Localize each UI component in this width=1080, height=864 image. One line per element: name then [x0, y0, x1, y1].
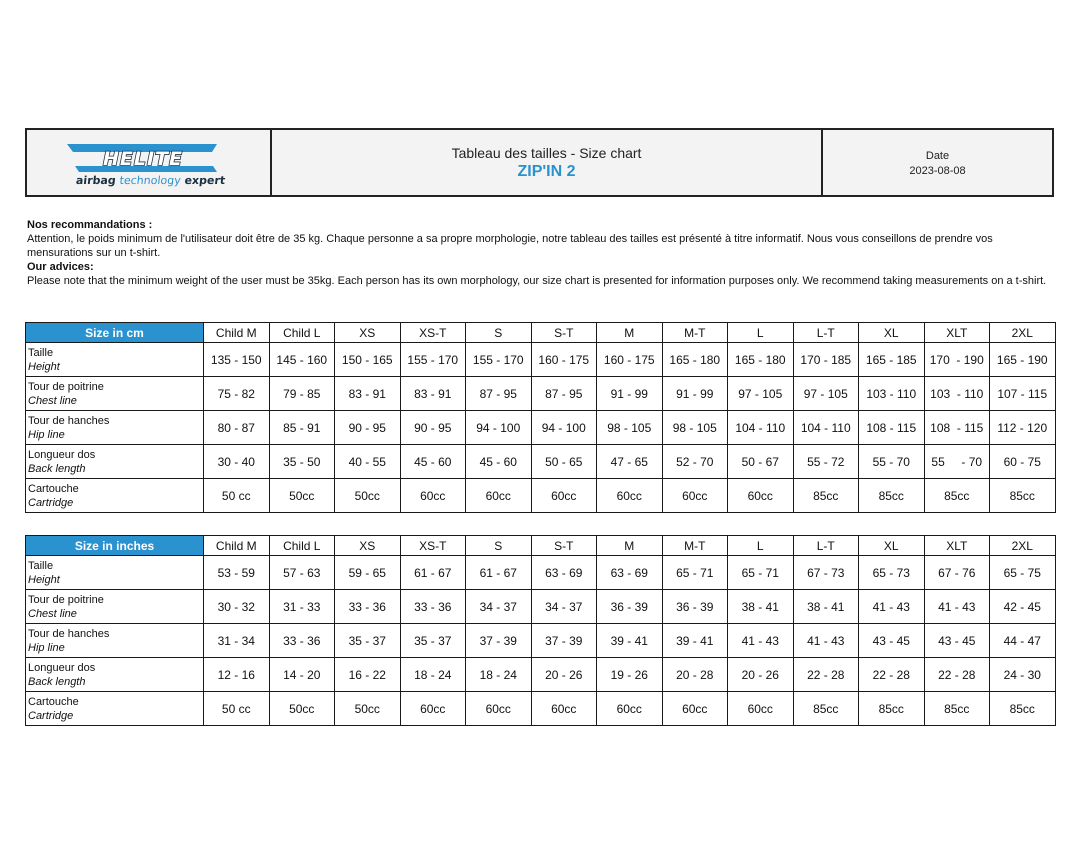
table-row	[26, 445, 1056, 479]
table-row	[26, 692, 1056, 726]
table-cell: 22 - 28	[793, 658, 859, 692]
table-row	[26, 590, 1056, 624]
table-cell: 43 - 45	[859, 624, 925, 658]
size-column-header: XS	[335, 536, 401, 556]
table-cell: 35 - 50	[269, 445, 335, 479]
table-cell: 98 - 105	[597, 411, 663, 445]
size-column-header: XL	[859, 323, 925, 343]
table-row	[26, 411, 1056, 445]
size-column-header: XS	[335, 323, 401, 343]
table-cell: 104 - 110	[793, 411, 859, 445]
table-cell: 160 - 175	[597, 343, 663, 377]
size-column-header: M-T	[662, 323, 728, 343]
table-header-row	[26, 536, 1056, 556]
table-cell: 85cc	[793, 479, 859, 513]
table-cell: 135 - 150	[204, 343, 270, 377]
table-cell: 52 - 70	[662, 445, 728, 479]
table-cell: 38 - 41	[728, 590, 794, 624]
table-cell: 87 - 95	[531, 377, 597, 411]
table-cell: 20 - 26	[728, 658, 794, 692]
table-cell: 16 - 22	[335, 658, 401, 692]
table-cell: 59 - 65	[335, 556, 401, 590]
table-cell: 155 - 170	[466, 343, 532, 377]
table-row	[26, 479, 1056, 513]
table-cell: 91 - 99	[662, 377, 728, 411]
table-row	[26, 556, 1056, 590]
fr-recommendations-text: Attention, le poids minimum de l'utilisateur doit être de 35 kg. Chaque personne a sa propre morphologie, notre tableau des tailles est présenté à titre informatif. Nous vous conseillons de prendre vos mensurations sur un t-shirt.	[27, 233, 993, 259]
table-cell: 155 - 170	[400, 343, 466, 377]
row-label-en: Cartridge	[28, 709, 74, 722]
table-row	[26, 658, 1056, 692]
table-cell: 170 - 185	[793, 343, 859, 377]
table-row	[26, 377, 1056, 411]
size-column-header: M	[597, 323, 663, 343]
table-unit-title: Size in cm	[26, 323, 204, 343]
table-cell: 85cc	[990, 692, 1056, 726]
table-cell: 97 - 105	[793, 377, 859, 411]
table-cell: 63 - 69	[597, 556, 663, 590]
size-column-header: L	[728, 536, 794, 556]
table-cell: 79 - 85	[269, 377, 335, 411]
size-column-header: XS-T	[400, 536, 466, 556]
table-cell: 36 - 39	[662, 590, 728, 624]
size-column-header: Child M	[204, 536, 270, 556]
table-cell: 75 - 82	[204, 377, 270, 411]
table-cell: 55 - 72	[793, 445, 859, 479]
table-cell: 39 - 41	[662, 624, 728, 658]
table-cell: 83 - 91	[400, 377, 466, 411]
table-cell: 165 - 180	[728, 343, 794, 377]
table-cell: 24 - 30	[990, 658, 1056, 692]
table-header-row	[26, 323, 1056, 343]
row-label-en: Back length	[28, 675, 86, 688]
table-cell: 43 - 45	[924, 624, 990, 658]
row-label-fr: Tour de poitrine	[28, 380, 104, 393]
document-header	[25, 128, 1054, 197]
table-cell: 103 - 110	[859, 377, 925, 411]
table-cell: 91 - 99	[597, 377, 663, 411]
fr-recommendations-heading: Nos recommandations :	[27, 219, 153, 231]
table-cell: 170 - 190	[924, 343, 990, 377]
table-cell: 50cc	[335, 692, 401, 726]
table-cell: 85cc	[793, 692, 859, 726]
table-cell: 165 - 185	[859, 343, 925, 377]
table-cell: 60cc	[531, 692, 597, 726]
table-cell: 60cc	[597, 479, 663, 513]
size-column-header: L-T	[793, 536, 859, 556]
table-cell: 41 - 43	[793, 624, 859, 658]
size-column-header: Child M	[204, 323, 270, 343]
size-column-header: L	[728, 323, 794, 343]
table-cell: 63 - 69	[531, 556, 597, 590]
table-row	[26, 624, 1056, 658]
row-label-en: Height	[28, 360, 60, 373]
size-column-header: 2XL	[990, 323, 1056, 343]
table-cell: 85cc	[859, 479, 925, 513]
size-column-header: Child L	[269, 536, 335, 556]
table-cell: 80 - 87	[204, 411, 270, 445]
table-cell: 65 - 71	[728, 556, 794, 590]
table-cell: 35 - 37	[400, 624, 466, 658]
table-cell: 50 - 65	[531, 445, 597, 479]
table-cell: 55 - 70	[924, 445, 990, 479]
helite-logo-icon	[67, 142, 217, 174]
table-cell: 67 - 76	[924, 556, 990, 590]
table-cell: 90 - 95	[400, 411, 466, 445]
row-label-en: Chest line	[28, 607, 77, 620]
table-cell: 60cc	[597, 692, 663, 726]
size-column-header: 2XL	[990, 536, 1056, 556]
table-cell: 85cc	[924, 692, 990, 726]
table-cell: 41 - 43	[728, 624, 794, 658]
en-recommendations-text: Please note that the minimum weight of the user must be 35kg. Each person has its own morphology, our size chart is presented for information purposes only. We recommend taking measurements on a t-shirt.	[27, 275, 1047, 287]
date-block	[823, 130, 1052, 195]
table-cell: 12 - 16	[204, 658, 270, 692]
table-cell: 60cc	[400, 479, 466, 513]
table-cell: 50 cc	[204, 692, 270, 726]
row-label	[26, 343, 204, 377]
table-cell: 33 - 36	[335, 590, 401, 624]
table-cell: 90 - 95	[335, 411, 401, 445]
table-cell: 41 - 43	[859, 590, 925, 624]
row-label-en: Cartridge	[28, 496, 74, 509]
table-cell: 22 - 28	[859, 658, 925, 692]
table-cell: 33 - 36	[269, 624, 335, 658]
table-cell: 60cc	[466, 692, 532, 726]
date-value: 2023-08-08	[909, 165, 966, 177]
row-label	[26, 377, 204, 411]
date-label: Date	[925, 150, 950, 162]
row-label-fr: Longueur dos	[28, 661, 96, 674]
size-column-header: S-T	[531, 323, 597, 343]
table-cell: 39 - 41	[597, 624, 663, 658]
size-table-inches	[25, 535, 1056, 726]
table-cell: 145 - 160	[269, 343, 335, 377]
table-cell: 104 - 110	[728, 411, 794, 445]
size-column-header: M-T	[662, 536, 728, 556]
table-cell: 112 - 120	[990, 411, 1056, 445]
table-cell: 65 - 73	[859, 556, 925, 590]
table-cell: 42 - 45	[990, 590, 1056, 624]
table-cell: 34 - 37	[466, 590, 532, 624]
row-label-fr: Tour de hanches	[28, 627, 110, 640]
table-cell: 65 - 75	[990, 556, 1056, 590]
row-label-fr: Longueur dos	[28, 448, 96, 461]
table-cell: 60cc	[662, 692, 728, 726]
table-cell: 37 - 39	[531, 624, 597, 658]
row-label-fr: Tour de hanches	[28, 414, 110, 427]
table-cell: 60cc	[728, 692, 794, 726]
table-cell: 103 - 110	[924, 377, 990, 411]
table-cell: 165 - 190	[990, 343, 1056, 377]
table-cell: 33 - 36	[400, 590, 466, 624]
table-cell: 67 - 73	[793, 556, 859, 590]
row-label	[26, 445, 204, 479]
table-cell: 53 - 59	[204, 556, 270, 590]
table-cell: 50cc	[269, 692, 335, 726]
row-label	[26, 411, 204, 445]
row-label	[26, 556, 204, 590]
table-cell: 85cc	[859, 692, 925, 726]
table-cell: 83 - 91	[335, 377, 401, 411]
row-label-en: Height	[28, 573, 60, 586]
table-cell: 60cc	[531, 479, 597, 513]
table-cell: 50 - 67	[728, 445, 794, 479]
table-cell: 18 - 24	[466, 658, 532, 692]
row-label-fr: Cartouche	[28, 695, 79, 708]
table-cell: 20 - 28	[662, 658, 728, 692]
table-cell: 50 cc	[204, 479, 270, 513]
table-cell: 30 - 32	[204, 590, 270, 624]
row-label-fr: Tour de poitrine	[28, 593, 104, 606]
table-cell: 14 - 20	[269, 658, 335, 692]
table-row	[26, 343, 1056, 377]
table-cell: 34 - 37	[531, 590, 597, 624]
row-label-en: Chest line	[28, 394, 77, 407]
table-cell: 98 - 105	[662, 411, 728, 445]
table-cell: 40 - 55	[335, 445, 401, 479]
en-recommendations-heading: Our advices:	[27, 261, 94, 273]
table-cell: 57 - 63	[269, 556, 335, 590]
size-column-header: S	[466, 536, 532, 556]
table-cell: 50cc	[335, 479, 401, 513]
row-label	[26, 658, 204, 692]
table-cell: 18 - 24	[400, 658, 466, 692]
table-cell: 37 - 39	[466, 624, 532, 658]
row-label	[26, 479, 204, 513]
row-label-fr: Cartouche	[28, 482, 79, 495]
table-cell: 55 - 70	[859, 445, 925, 479]
table-cell: 107 - 115	[990, 377, 1056, 411]
size-column-header: XLT	[924, 536, 990, 556]
table-cell: 165 - 180	[662, 343, 728, 377]
table-cell: 44 - 47	[990, 624, 1056, 658]
size-column-header: XS-T	[400, 323, 466, 343]
row-label-fr: Taille	[28, 346, 54, 359]
table-cell: 35 - 37	[335, 624, 401, 658]
table-cell: 50cc	[269, 479, 335, 513]
table-cell: 45 - 60	[400, 445, 466, 479]
size-column-header: S-T	[531, 536, 597, 556]
table-cell: 108 - 115	[924, 411, 990, 445]
table-cell: 36 - 39	[597, 590, 663, 624]
row-label	[26, 590, 204, 624]
table-cell: 94 - 100	[531, 411, 597, 445]
table-cell: 45 - 60	[466, 445, 532, 479]
table-cell: 60cc	[466, 479, 532, 513]
logo-tagline: airbag technology expert	[75, 174, 226, 187]
table-cell: 150 - 165	[335, 343, 401, 377]
helite-logo	[27, 130, 272, 195]
size-column-header: XL	[859, 536, 925, 556]
table-cell: 31 - 33	[269, 590, 335, 624]
table-cell: 87 - 95	[466, 377, 532, 411]
table-cell: 31 - 34	[204, 624, 270, 658]
table-cell: 65 - 71	[662, 556, 728, 590]
table-cell: 19 - 26	[597, 658, 663, 692]
table-cell: 160 - 175	[531, 343, 597, 377]
recommendations	[27, 218, 1052, 288]
row-label-en: Back length	[28, 462, 86, 475]
table-cell: 85cc	[990, 479, 1056, 513]
logo-brand-text: HELITE	[103, 148, 183, 170]
table-cell: 85 - 91	[269, 411, 335, 445]
table-cell: 60cc	[728, 479, 794, 513]
table-cell: 22 - 28	[924, 658, 990, 692]
size-column-header: Child L	[269, 323, 335, 343]
table-cell: 20 - 26	[531, 658, 597, 692]
table-unit-title: Size in inches	[26, 536, 204, 556]
size-column-header: S	[466, 323, 532, 343]
table-cell: 60cc	[400, 692, 466, 726]
row-label	[26, 692, 204, 726]
size-column-header: XLT	[924, 323, 990, 343]
table-cell: 47 - 65	[597, 445, 663, 479]
row-label-fr: Taille	[28, 559, 54, 572]
table-cell: 108 - 115	[859, 411, 925, 445]
table-cell: 97 - 105	[728, 377, 794, 411]
size-column-header: L-T	[793, 323, 859, 343]
table-cell: 61 - 67	[466, 556, 532, 590]
table-cell: 60 - 75	[990, 445, 1056, 479]
title-block	[272, 130, 823, 195]
table-cell: 60cc	[662, 479, 728, 513]
document-title: Tableau des tailles - Size chart	[451, 145, 642, 161]
size-table-cm	[25, 322, 1056, 513]
row-label-en: Hip line	[28, 428, 65, 441]
row-label	[26, 624, 204, 658]
row-label-en: Hip line	[28, 641, 65, 654]
table-cell: 30 - 40	[204, 445, 270, 479]
table-cell: 41 - 43	[924, 590, 990, 624]
product-name: ZIP'IN 2	[517, 163, 576, 180]
table-cell: 38 - 41	[793, 590, 859, 624]
table-cell: 94 - 100	[466, 411, 532, 445]
size-column-header: M	[597, 536, 663, 556]
table-cell: 61 - 67	[400, 556, 466, 590]
table-cell: 85cc	[924, 479, 990, 513]
